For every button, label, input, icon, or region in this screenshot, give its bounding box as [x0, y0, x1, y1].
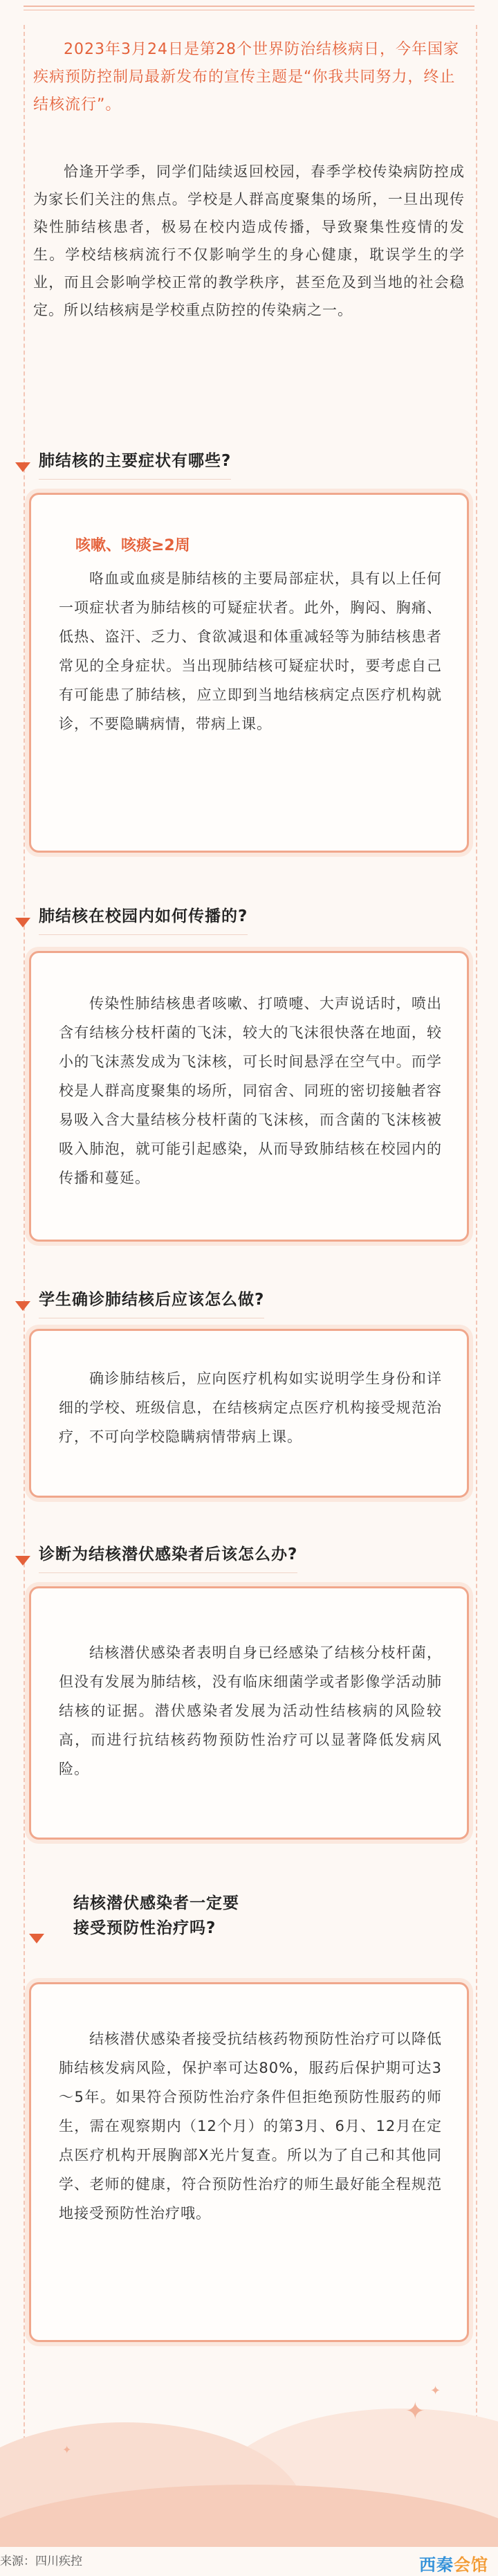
- section-heading-line2: 接受预防性治疗吗?: [73, 1919, 216, 1937]
- section-card: [29, 493, 469, 853]
- sparkle-icon: ✦: [62, 2443, 72, 2456]
- top-decoration: [0, 0, 498, 21]
- intro-quote: 2023年3月24日是第28个世界防治结核病日，今年国家疾病预防控制局最新发布的宣传主题是“你我共同努力，终止结核流行”。: [33, 41, 459, 114]
- section-subheading: 咳嗽、咳痰≥2周: [75, 537, 190, 554]
- section-body: 咯血或血痰是肺结核的主要局部症状，具有以上任何一项症状者为肺结核的可疑症状者。此外，胸闷、胸痛、低热、盗汗、乏力、食欲减退和体重减轻等为肺结核患者常见的全身症状。当出现肺结核可疑症状时，要考虑自己有可能患了肺结核，应立即到当地结核病定点医疗机构就诊，不要隐瞒病情，带病上课。: [59, 570, 442, 732]
- section-heading: [15, 904, 483, 935]
- section-card: [29, 1329, 469, 1498]
- triangle-down-icon: [15, 1301, 30, 1311]
- sparkle-icon: ✦: [430, 2384, 441, 2398]
- section-body: 确诊肺结核后，应向医疗机构如实说明学生身份和详细的学校、班级信息，在结核病定点医疗机构接受规范治疗，不可向学校隐瞒病情带病上课。: [59, 1370, 442, 1445]
- sparkle-icon: ✦: [405, 2397, 425, 2425]
- triangle-down-icon: [29, 1934, 44, 1943]
- section-heading-text: 诊断为结核潜伏感染者后该怎么办?: [39, 1542, 297, 1573]
- source-credit: 来源：四川疾控: [0, 2555, 82, 2568]
- section-body: 结核潜伏感染者表明自身已经感染了结核分枝杆菌，但没有发展为肺结核，没有临床细菌学或者影像学活动肺结核的证据。潜伏感染者发展为活动性结核病的风险较高，而进行抗结核药物预防性治疗可以显著降低发病风险。: [59, 1644, 442, 1777]
- triangle-down-icon: [15, 918, 30, 927]
- section-heading-text: 学生确诊肺结核后应该怎么做?: [39, 1287, 264, 1318]
- section-heading-text: 肺结核的主要症状有哪些?: [39, 448, 231, 480]
- section-heading: [15, 1542, 483, 1573]
- section-heading: [15, 448, 483, 480]
- top-divider: [24, 6, 474, 7]
- section-card: [29, 1586, 469, 1840]
- bottom-decoration: [0, 2381, 498, 2547]
- section-card: [29, 951, 469, 1242]
- section-heading-text: 肺结核在校园内如何传播的?: [39, 904, 248, 935]
- section-heading: [15, 1287, 483, 1318]
- section-body: 结核潜伏感染者接受抗结核药物预防性治疗可以降低肺结核发病风险，保护率可达80%，服药后保护期可达3～5年。如果符合预防性治疗条件但拒绝预防性服药的师生，需在观察期内（12个月）的第3月、6月、12月在定点医疗机构开展胸部X光片复查。所以为了自己和其他同学、老师的健康，符合预防性治疗的师生最好能全程规范地接受预防性治疗哦。: [59, 2031, 442, 2222]
- triangle-down-icon: [15, 462, 30, 472]
- section-heading-text: [73, 1891, 239, 1941]
- watermark-logo: [419, 2551, 488, 2575]
- logo-part1: 西秦: [419, 2555, 454, 2575]
- intro-paragraph: 恰逢开学季，同学们陆续返回校园，春季学校传染病防控成为家长们关注的焦点。学校是人群高度聚集的场所，一旦出现传染性肺结核患者，极易在校内造成传播，导致聚集性疫情的发生。学校结核病流行不仅影响学生的身心健康，耽误学生的学业，而且会影响学校正常的教学秩序，甚至危及到当地的社会稳定。所以结核病是学校重点防控的传染病之一。: [33, 163, 465, 318]
- logo-part2: 会馆: [454, 2555, 488, 2575]
- section-body: 传染性肺结核患者咳嗽、打喷嚏、大声说话时，喷出含有结核分枝杆菌的飞沫，较大的飞沫很快落在地面，较小的飞沫蒸发成为飞沫核，可长时间悬浮在空气中。而学校是人群高度聚集的场所，同宿舍、同班的密切接触者容易吸入含大量结核分枝杆菌的飞沫核，而含菌的飞沫核被吸入肺泡，就可能引起感染，从而导致肺结核在校园内的传播和蔓延。: [59, 995, 442, 1186]
- section-heading: [29, 1891, 497, 1943]
- triangle-down-icon: [15, 1556, 30, 1566]
- section-card: [29, 1982, 469, 2342]
- section-heading-line1: 结核潜伏感染者一定要: [73, 1894, 239, 1912]
